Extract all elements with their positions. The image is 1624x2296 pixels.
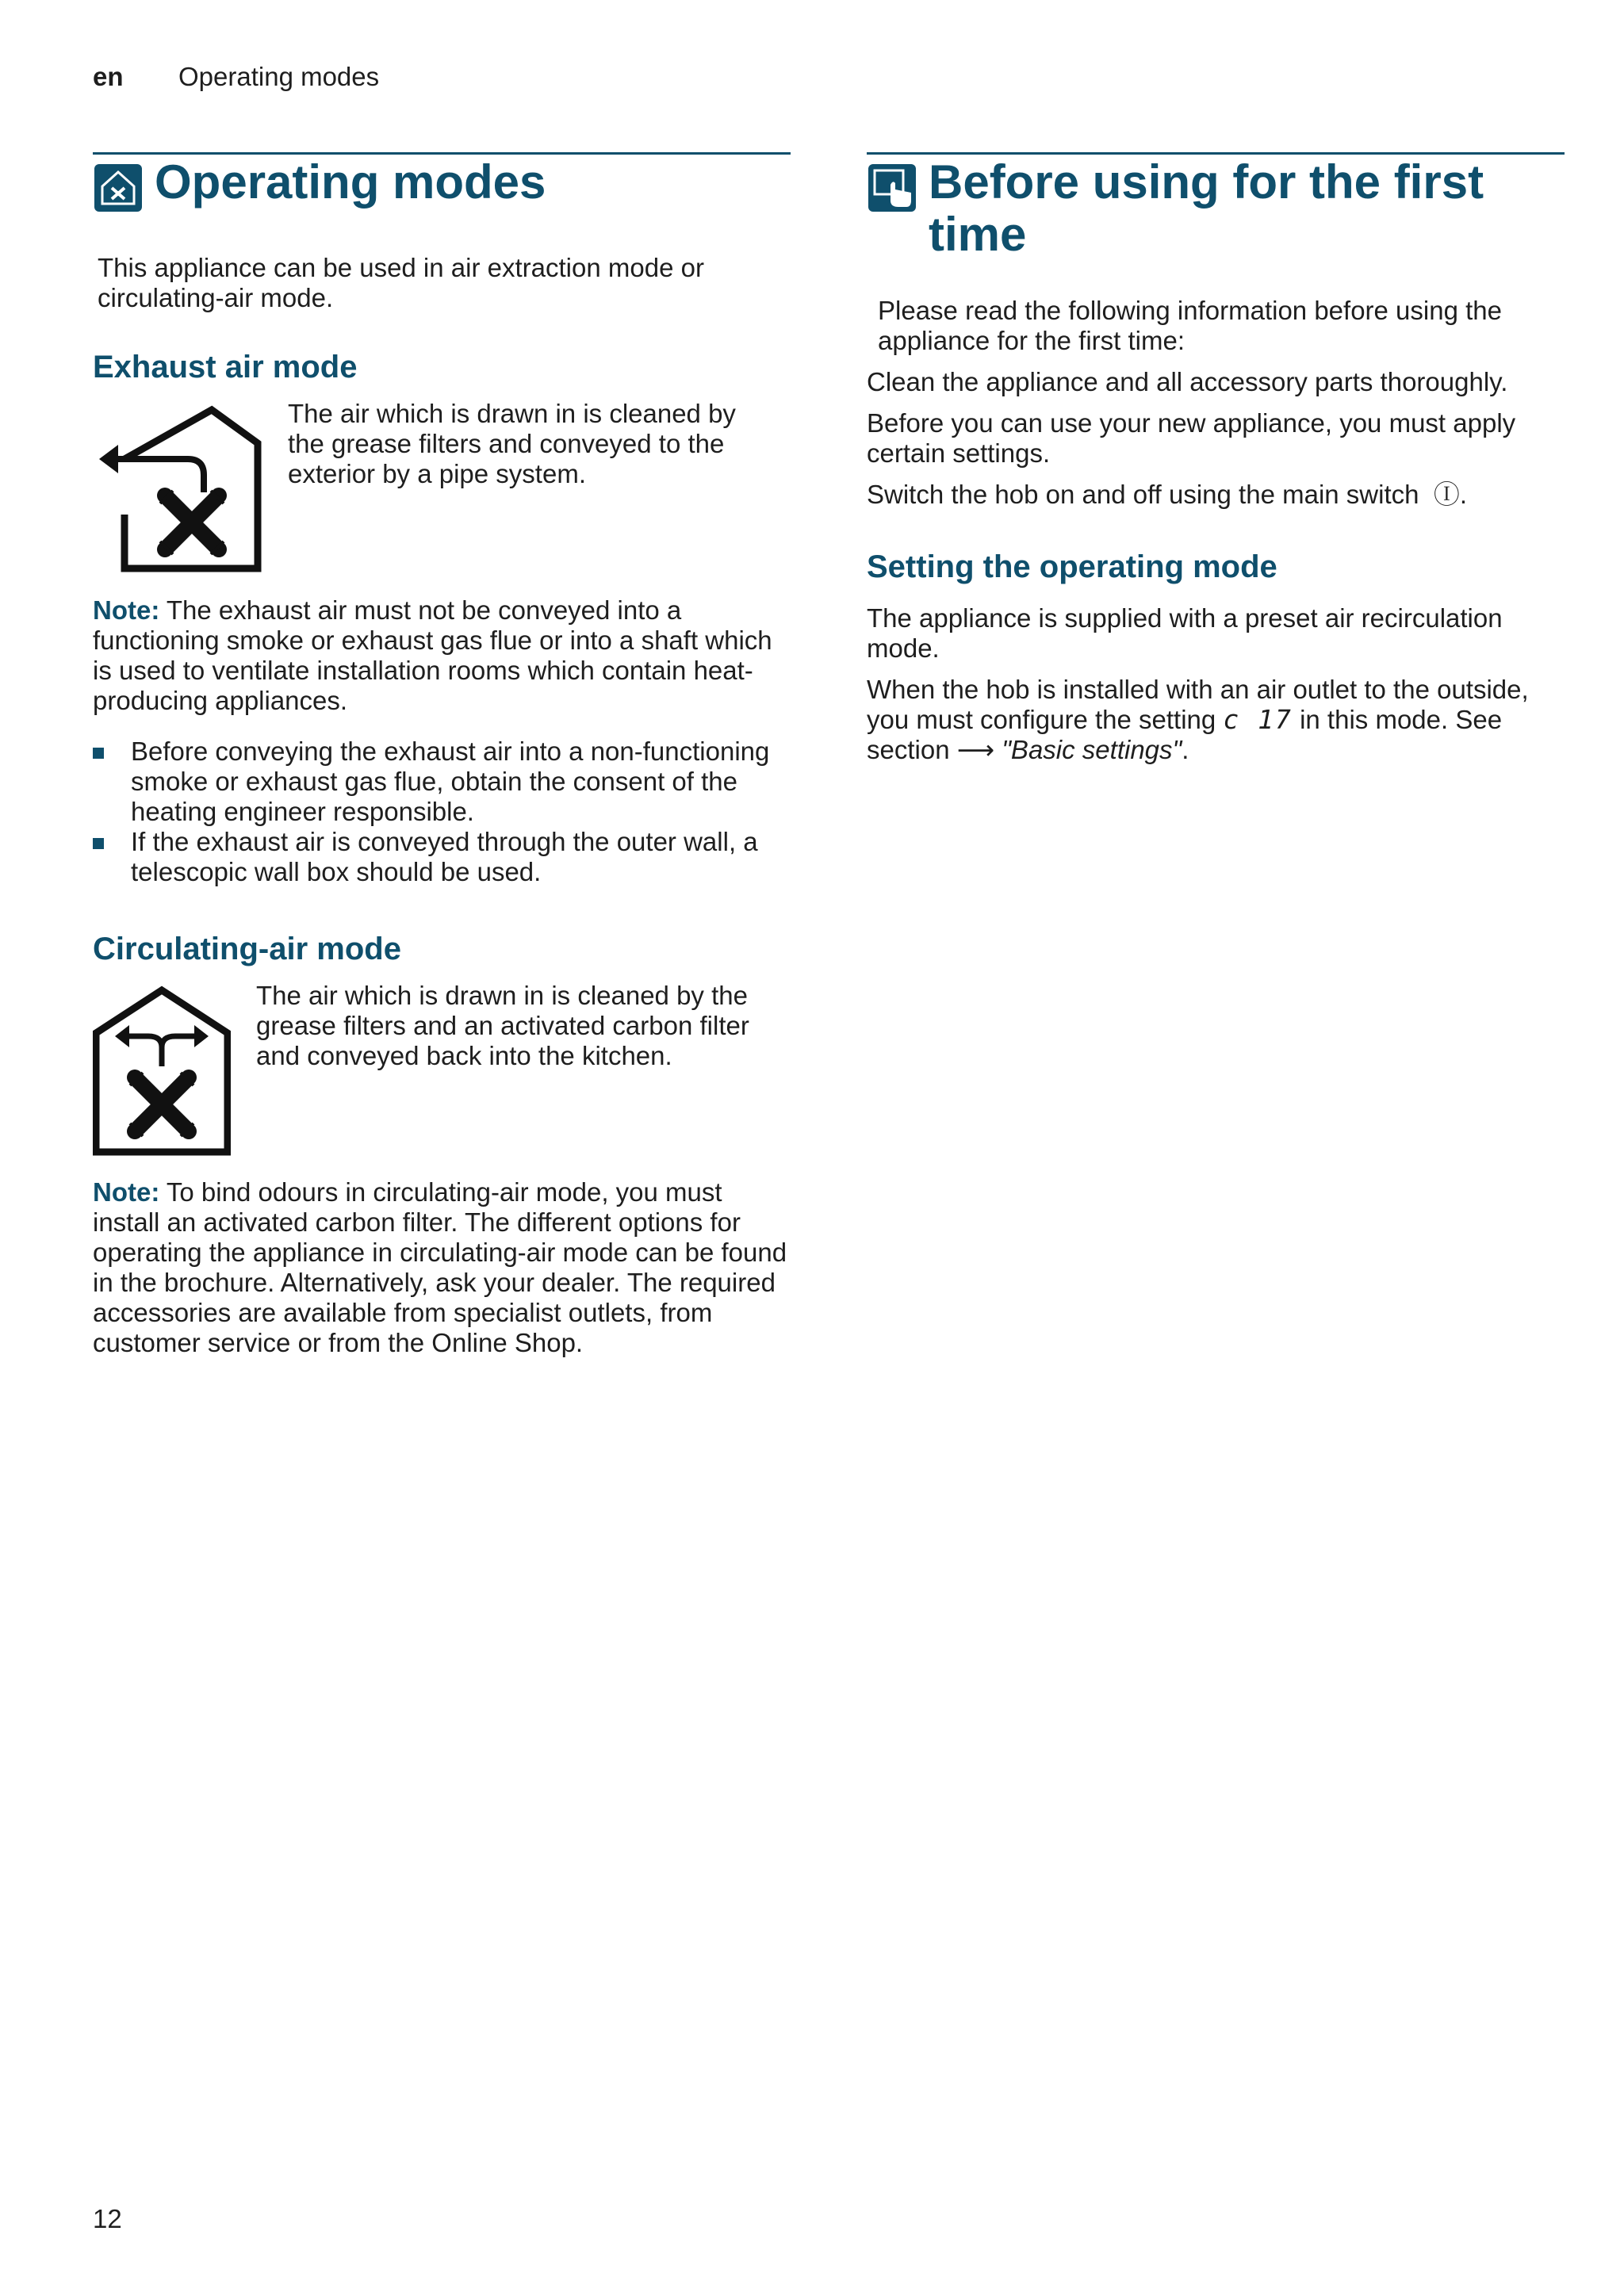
page-title: Operating modes [155, 155, 546, 209]
first-use-heading-row [867, 152, 1565, 261]
circulating-note-text: To bind odours in circulating-air mode, you must install an activated carbon filter. The different options for operating the appliance in circulating-air mode can be found in the brochure. Alternatively, ask your dealer. The required accessories are available from specialist outlets, from customer service or from the Online Shop. [93, 1177, 787, 1357]
main-switch-sentence: Switch the hob on and off using the main switch [867, 480, 1419, 509]
first-use-title: Before using for the first time [929, 155, 1484, 261]
configure-text-middle: in this mode. See section [867, 705, 1503, 764]
arrow-right-icon: ⟶ [956, 735, 995, 764]
exhaust-air-heading: Exhaust air mode [93, 350, 358, 385]
page-number: 12 [93, 2204, 122, 2233]
apply-settings-text: Before you can use your new appliance, you must apply certain settings. [867, 408, 1516, 468]
list-item [93, 737, 791, 827]
circulating-note [93, 1177, 791, 1358]
main-switch-text [867, 480, 1565, 510]
exhaust-air-block [93, 399, 791, 575]
basic-settings-link[interactable]: "Basic settings" [1002, 735, 1182, 764]
note-label: Note: [93, 595, 160, 625]
header-section-title: Operating modes [178, 62, 380, 91]
list-item-text: Before conveying the exhaust air into a non-functioning smoke or exhaust gas flue, obtain the consent of the heating engineer responsible. [131, 737, 770, 826]
exhaust-note-text: The exhaust air must not be conveyed into a functioning smoke or exhaust gas flue or into a shaft which is used to ventilate installation rooms which contain heat-producing appliances. [93, 595, 772, 715]
circulating-air-block [93, 981, 791, 1157]
circulating-air-description: The air which is drawn in is cleaned by the grease filters and an activated carbon filter and conveyed back into the kitchen. [256, 981, 749, 1070]
house-fan-icon [93, 163, 144, 213]
circulating-air-pictogram-icon [93, 985, 231, 1157]
list-item [93, 827, 791, 887]
sentence-end: . [1182, 735, 1189, 764]
configure-text-start: When the hob is installed with an air outlet to the outside, you must configure the setting [867, 675, 1529, 734]
clean-appliance-text: Clean the appliance and all accessory parts thoroughly. [867, 367, 1508, 396]
main-switch-symbol-icon: Ⓘ. [1433, 480, 1467, 509]
note-label: Note: [93, 1177, 160, 1207]
left-column [93, 152, 791, 1358]
setting-mode-heading: Setting the operating mode [867, 549, 1277, 584]
operating-modes-heading-row [93, 152, 791, 213]
language-code: en [93, 62, 124, 91]
right-column [867, 152, 1565, 765]
preset-mode-text: The appliance is supplied with a preset air recirculation mode. [867, 603, 1503, 663]
exhaust-note [93, 595, 791, 716]
list-item-text: If the exhaust air is conveyed through the outer wall, a telescopic wall box should be used. [131, 827, 758, 886]
configure-setting-text [867, 675, 1565, 765]
page-header [93, 62, 380, 92]
intro-paragraph: This appliance can be used in air extraction mode or circulating-air mode. [98, 253, 704, 312]
circulating-air-heading: Circulating-air mode [93, 932, 401, 966]
setting-code: c 17 [1223, 704, 1293, 735]
first-use-intro: Please read the following information before using the appliance for the first time: [878, 296, 1502, 355]
square-bullet-icon [93, 748, 104, 759]
square-bullet-icon [93, 838, 104, 849]
exhaust-air-pictogram-icon [93, 404, 262, 575]
exhaust-bullet-list [93, 737, 791, 887]
hand-touch-icon [867, 163, 917, 213]
exhaust-air-description: The air which is drawn in is cleaned by the grease filters and conveyed to the exterior by a pipe system. [288, 399, 736, 488]
